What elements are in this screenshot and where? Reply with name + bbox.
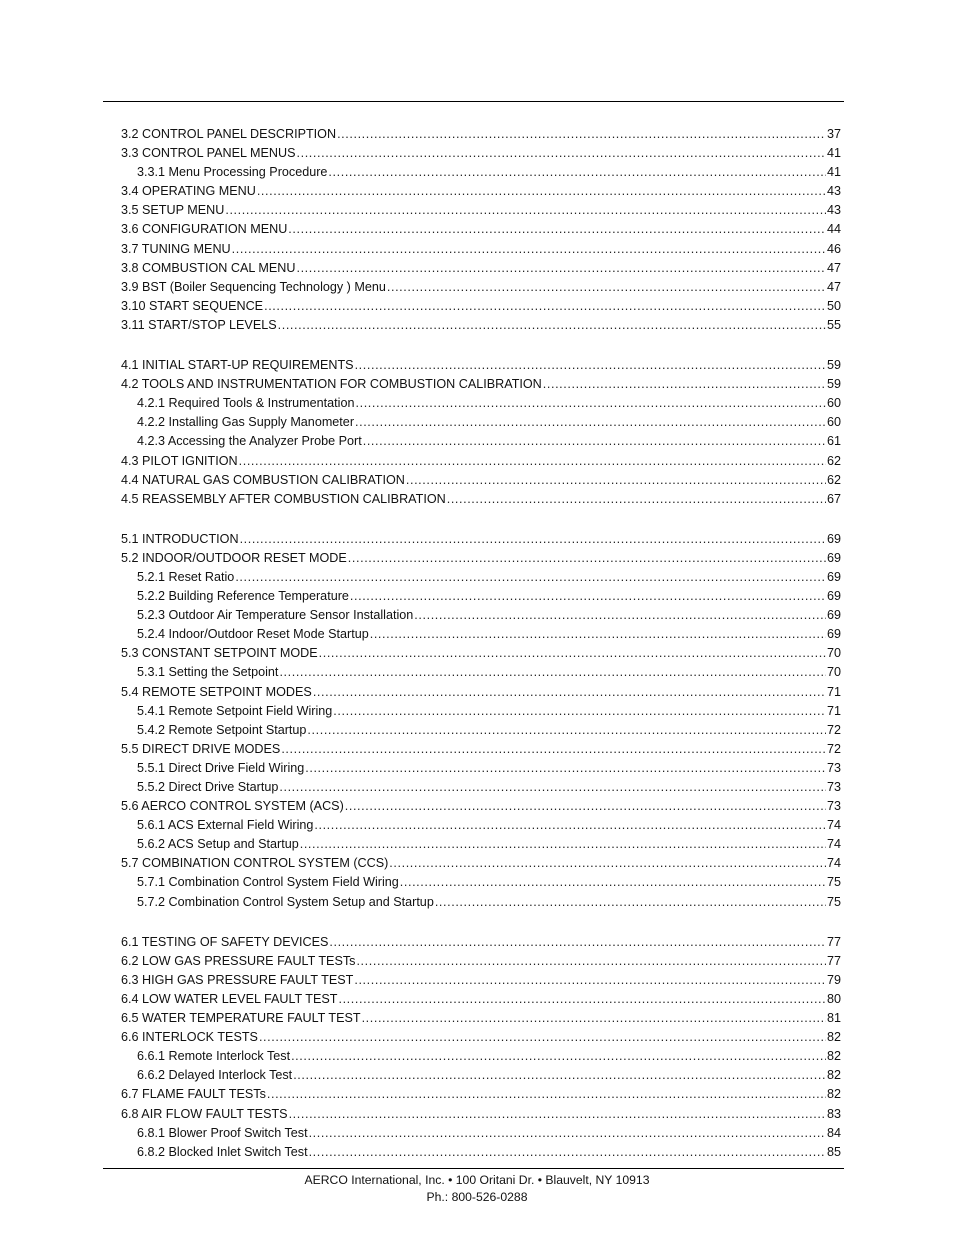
toc-group <box>121 530 841 912</box>
toc-entry-title: 4.3 PILOT IGNITION <box>121 453 238 468</box>
toc-entry[interactable] <box>121 220 841 239</box>
toc-dot-leader <box>279 663 826 682</box>
toc-dot-leader <box>281 740 826 759</box>
table-of-contents <box>121 125 841 1183</box>
toc-entry-page: 69 <box>826 569 841 584</box>
page-footer <box>0 1172 954 1206</box>
toc-entry[interactable] <box>121 163 841 182</box>
toc-dot-leader <box>289 1105 826 1124</box>
toc-dot-leader <box>414 606 826 625</box>
toc-entry[interactable] <box>121 259 841 278</box>
toc-dot-leader <box>447 490 826 509</box>
toc-entry-page: 74 <box>826 837 841 852</box>
toc-entry[interactable] <box>121 759 841 778</box>
toc-entry[interactable] <box>121 568 841 587</box>
toc-entry-page: 74 <box>826 818 841 833</box>
toc-dot-leader <box>543 375 826 394</box>
toc-entry-title: 5.5.2 Direct Drive Startup <box>137 780 279 794</box>
toc-entry[interactable] <box>121 797 841 816</box>
toc-entry-page: 41 <box>826 165 841 180</box>
toc-dot-leader <box>309 1124 826 1143</box>
toc-entry-title: 3.5 SETUP MENU <box>121 203 225 218</box>
toc-entry-title: 5.1 INTRODUCTION <box>121 531 239 546</box>
toc-entry-page: 85 <box>826 1144 841 1159</box>
toc-entry[interactable] <box>121 375 841 394</box>
toc-entry-title: 4.2.3 Accessing the Analyzer Probe Port <box>137 434 362 449</box>
toc-dot-leader <box>356 394 826 413</box>
toc-entry-page: 72 <box>826 722 841 737</box>
toc-group <box>121 356 841 509</box>
toc-entry-page: 77 <box>826 953 841 968</box>
toc-entry[interactable] <box>121 240 841 259</box>
toc-entry-page: 50 <box>826 298 841 313</box>
toc-entry[interactable] <box>121 816 841 835</box>
toc-entry[interactable] <box>121 644 841 663</box>
toc-dot-leader <box>232 240 826 259</box>
toc-entry-title: 6.3 HIGH GAS PRESSURE FAULT TEST <box>121 972 354 987</box>
toc-entry[interactable] <box>121 606 841 625</box>
toc-entry[interactable] <box>121 316 841 335</box>
toc-entry[interactable] <box>121 394 841 413</box>
toc-entry-page: 73 <box>826 780 841 794</box>
toc-entry[interactable] <box>121 721 841 740</box>
toc-entry[interactable] <box>121 933 841 952</box>
toc-dot-leader <box>300 835 826 854</box>
toc-dot-leader <box>319 644 826 663</box>
toc-entry[interactable] <box>121 356 841 375</box>
toc-entry[interactable] <box>121 125 841 144</box>
toc-entry-page: 59 <box>826 358 841 373</box>
toc-dot-leader <box>355 356 826 375</box>
toc-dot-leader <box>338 990 826 1009</box>
toc-entry-page: 62 <box>826 453 841 468</box>
toc-entry-title: 3.8 COMBUSTION CAL MENU <box>121 260 296 275</box>
toc-entry-page: 37 <box>826 127 841 141</box>
toc-entry-page: 70 <box>826 646 841 661</box>
toc-dot-leader <box>328 163 826 182</box>
toc-entry[interactable] <box>121 413 841 432</box>
footer-rule <box>103 1168 844 1169</box>
toc-entry-page: 81 <box>826 1011 841 1026</box>
toc-entry-title: 4.2 TOOLS AND INSTRUMENTATION FOR COMBUSTION CALIBRATION <box>121 377 542 392</box>
toc-dot-leader <box>267 1085 826 1104</box>
toc-entry-page: 82 <box>826 1030 841 1045</box>
toc-entry[interactable] <box>121 1124 841 1143</box>
toc-dot-leader <box>345 797 826 816</box>
toc-dot-leader <box>363 432 826 451</box>
toc-dot-leader <box>389 854 826 873</box>
toc-entry-page: 72 <box>826 741 841 756</box>
toc-entry[interactable] <box>121 1009 841 1028</box>
toc-entry-title: 5.2.4 Indoor/Outdoor Reset Mode Startup <box>137 627 369 642</box>
toc-dot-leader <box>400 873 826 892</box>
toc-entry[interactable] <box>121 1028 841 1047</box>
toc-entry[interactable] <box>121 740 841 759</box>
toc-dot-leader <box>288 220 826 239</box>
toc-entry-page: 73 <box>826 760 841 775</box>
toc-entry[interactable] <box>121 278 841 297</box>
toc-entry[interactable] <box>121 854 841 873</box>
toc-dot-leader <box>259 1028 826 1047</box>
toc-dot-leader <box>235 568 826 587</box>
toc-entry[interactable] <box>121 625 841 644</box>
toc-dot-leader <box>354 971 826 990</box>
toc-entry-title: 3.3 CONTROL PANEL MENUS <box>121 146 296 161</box>
toc-dot-leader <box>333 702 826 721</box>
toc-entry[interactable] <box>121 182 841 201</box>
toc-entry[interactable] <box>121 1047 841 1066</box>
toc-entry-title: 5.3.1 Setting the Setpoint <box>137 665 279 680</box>
toc-dot-leader <box>291 1047 826 1066</box>
toc-dot-leader <box>406 471 826 490</box>
toc-entry-title: 5.7.2 Combination Control System Setup and Startup <box>137 894 434 909</box>
toc-entry-page: 47 <box>826 279 841 294</box>
toc-entry-page: 82 <box>826 1087 841 1102</box>
toc-entry-page: 70 <box>826 665 841 680</box>
toc-entry[interactable] <box>121 471 841 490</box>
toc-entry-title: 6.2 LOW GAS PRESSURE FAULT TESTs <box>121 953 356 968</box>
toc-entry-page: 55 <box>826 317 841 332</box>
toc-entry[interactable] <box>121 530 841 549</box>
toc-entry-page: 79 <box>826 972 841 987</box>
toc-entry[interactable] <box>121 432 841 451</box>
toc-dot-leader <box>356 952 826 971</box>
toc-entry-title: 6.6 INTERLOCK TESTS <box>121 1030 258 1045</box>
toc-entry-title: 3.6 CONFIGURATION MENU <box>121 222 288 237</box>
toc-entry-page: 61 <box>826 434 841 449</box>
toc-entry-page: 69 <box>826 550 841 565</box>
toc-entry-title: 3.10 START SEQUENCE <box>121 298 264 313</box>
toc-entry-title: 6.7 FLAME FAULT TESTs <box>121 1087 266 1102</box>
toc-entry-title: 5.7 COMBINATION CONTROL SYSTEM (CCS) <box>121 856 389 871</box>
toc-entry-page: 46 <box>826 241 841 256</box>
toc-entry-title: 5.4.1 Remote Setpoint Field Wiring <box>137 703 333 718</box>
toc-dot-leader <box>264 297 826 316</box>
toc-entry[interactable] <box>121 702 841 721</box>
toc-entry-page: 74 <box>826 856 841 871</box>
toc-entry-title: 5.5 DIRECT DRIVE MODES <box>121 741 281 756</box>
toc-entry-page: 82 <box>826 1068 841 1083</box>
toc-entry-title: 5.6 AERCO CONTROL SYSTEM (ACS) <box>121 799 344 814</box>
toc-entry-title: 5.4 REMOTE SETPOINT MODES <box>121 684 312 699</box>
toc-entry-page: 67 <box>826 491 841 506</box>
toc-dot-leader <box>309 1143 826 1162</box>
toc-entry-title: 6.4 LOW WATER LEVEL FAULT TEST <box>121 991 338 1006</box>
toc-dot-leader <box>348 549 826 568</box>
toc-entry-page: 75 <box>826 875 841 890</box>
toc-entry-title: 4.2.2 Installing Gas Supply Manometer <box>137 415 355 430</box>
toc-entry-title: 3.2 CONTROL PANEL DESCRIPTION <box>121 127 337 141</box>
toc-entry-title: 5.2.3 Outdoor Air Temperature Sensor Installation <box>137 608 414 623</box>
toc-entry-page: 69 <box>826 608 841 623</box>
toc-entry-page: 69 <box>826 531 841 546</box>
toc-entry-title: 4.5 REASSEMBLY AFTER COMBUSTION CALIBRATION <box>121 491 446 506</box>
toc-entry[interactable] <box>121 452 841 471</box>
toc-entry-title: 4.4 NATURAL GAS COMBUSTION CALIBRATION <box>121 472 405 487</box>
toc-entry-title: 3.4 OPERATING MENU <box>121 184 256 199</box>
toc-entry-title: 6.1 TESTING OF SAFETY DEVICES <box>121 934 329 949</box>
toc-dot-leader <box>257 182 826 201</box>
toc-entry-title: 5.4.2 Remote Setpoint Startup <box>137 722 307 737</box>
toc-entry-page: 71 <box>826 703 841 718</box>
toc-group <box>121 125 841 335</box>
toc-entry-page: 77 <box>826 934 841 949</box>
toc-entry-title: 3.11 START/STOP LEVELS <box>121 317 277 332</box>
toc-group <box>121 933 841 1162</box>
toc-entry[interactable] <box>121 144 841 163</box>
toc-entry[interactable] <box>121 835 841 854</box>
toc-entry-title: 4.2.1 Required Tools & Instrumentation <box>137 396 355 411</box>
toc-entry[interactable] <box>121 297 841 316</box>
toc-dot-leader <box>362 1009 826 1028</box>
toc-dot-leader <box>307 721 826 740</box>
footer-phone: Ph.: 800-526-0288 <box>426 1190 528 1204</box>
toc-dot-leader <box>329 933 826 952</box>
toc-entry-title: 6.6.1 Remote Interlock Test <box>137 1049 291 1064</box>
toc-dot-leader <box>225 201 826 220</box>
toc-entry[interactable] <box>121 683 841 702</box>
toc-dot-leader <box>435 893 826 912</box>
toc-entry-title: 6.5 WATER TEMPERATURE FAULT TEST <box>121 1011 361 1026</box>
toc-entry[interactable] <box>121 1066 841 1085</box>
toc-entry[interactable] <box>121 1105 841 1124</box>
toc-entry-title: 6.8.1 Blower Proof Switch Test <box>137 1125 308 1140</box>
toc-entry-title: 5.6.2 ACS Setup and Startup <box>137 837 299 852</box>
toc-entry-title: 3.3.1 Menu Processing Procedure <box>137 165 328 180</box>
toc-entry-page: 83 <box>826 1106 841 1121</box>
toc-entry-page: 43 <box>826 184 841 199</box>
toc-entry-page: 75 <box>826 894 841 909</box>
toc-dot-leader <box>278 316 826 335</box>
toc-dot-leader <box>240 530 826 549</box>
toc-entry[interactable] <box>121 549 841 568</box>
toc-entry-page: 69 <box>826 589 841 604</box>
toc-dot-leader <box>387 278 826 297</box>
toc-entry-title: 5.2 INDOOR/OUTDOOR RESET MODE <box>121 550 347 565</box>
toc-entry-page: 60 <box>826 415 841 430</box>
toc-entry-page: 69 <box>826 627 841 642</box>
toc-entry[interactable] <box>121 1085 841 1104</box>
toc-dot-leader <box>313 683 826 702</box>
toc-dot-leader <box>305 759 826 778</box>
toc-entry-page: 62 <box>826 472 841 487</box>
toc-entry[interactable] <box>121 873 841 892</box>
toc-entry[interactable] <box>121 1143 841 1162</box>
toc-dot-leader <box>239 452 826 471</box>
toc-entry[interactable] <box>121 952 841 971</box>
toc-dot-leader <box>279 778 826 797</box>
toc-entry-page: 44 <box>826 222 841 237</box>
toc-entry-page: 47 <box>826 260 841 275</box>
toc-dot-leader <box>297 144 826 163</box>
toc-entry[interactable] <box>121 893 841 912</box>
toc-entry[interactable] <box>121 663 841 682</box>
toc-entry-title: 5.6.1 ACS External Field Wiring <box>137 818 314 833</box>
toc-entry-title: 4.1 INITIAL START-UP REQUIREMENTS <box>121 358 354 373</box>
toc-entry-title: 3.9 BST (Boiler Sequencing Technology ) Menu <box>121 279 386 294</box>
toc-dot-leader <box>337 125 826 144</box>
toc-dot-leader <box>314 816 826 835</box>
toc-entry[interactable] <box>121 971 841 990</box>
toc-entry[interactable] <box>121 490 841 509</box>
toc-entry[interactable] <box>121 201 841 220</box>
toc-entry-page: 71 <box>826 684 841 699</box>
toc-entry-title: 5.7.1 Combination Control System Field Wiring <box>137 875 399 890</box>
toc-entry-title: 5.2.2 Building Reference Temperature <box>137 589 349 604</box>
toc-entry-title: 5.5.1 Direct Drive Field Wiring <box>137 760 305 775</box>
toc-entry-page: 43 <box>826 203 841 218</box>
toc-entry-page: 84 <box>826 1125 841 1140</box>
toc-entry-page: 41 <box>826 146 841 161</box>
toc-dot-leader <box>350 587 826 606</box>
toc-dot-leader <box>296 259 826 278</box>
toc-dot-leader <box>293 1066 826 1085</box>
toc-entry-title: 5.3 CONSTANT SETPOINT MODE <box>121 646 318 661</box>
toc-entry-page: 73 <box>826 799 841 814</box>
toc-entry-page: 82 <box>826 1049 841 1064</box>
toc-entry-page: 59 <box>826 377 841 392</box>
footer-address: AERCO International, Inc. • 100 Oritani Dr. • Blauvelt, NY 10913 <box>304 1173 650 1187</box>
toc-entry-title: 6.6.2 Delayed Interlock Test <box>137 1068 293 1083</box>
toc-entry[interactable] <box>121 990 841 1009</box>
toc-entry-title: 5.2.1 Reset Ratio <box>137 569 235 584</box>
toc-entry[interactable] <box>121 587 841 606</box>
header-rule <box>103 101 844 102</box>
toc-entry-title: 3.7 TUNING MENU <box>121 241 231 256</box>
toc-dot-leader <box>370 625 826 644</box>
toc-entry-title: 6.8 AIR FLOW FAULT TESTS <box>121 1106 288 1121</box>
toc-entry-page: 60 <box>826 396 841 411</box>
toc-entry-page: 80 <box>826 991 841 1006</box>
toc-entry[interactable] <box>121 778 841 797</box>
toc-dot-leader <box>355 413 826 432</box>
toc-entry-title: 6.8.2 Blocked Inlet Switch Test <box>137 1144 308 1159</box>
